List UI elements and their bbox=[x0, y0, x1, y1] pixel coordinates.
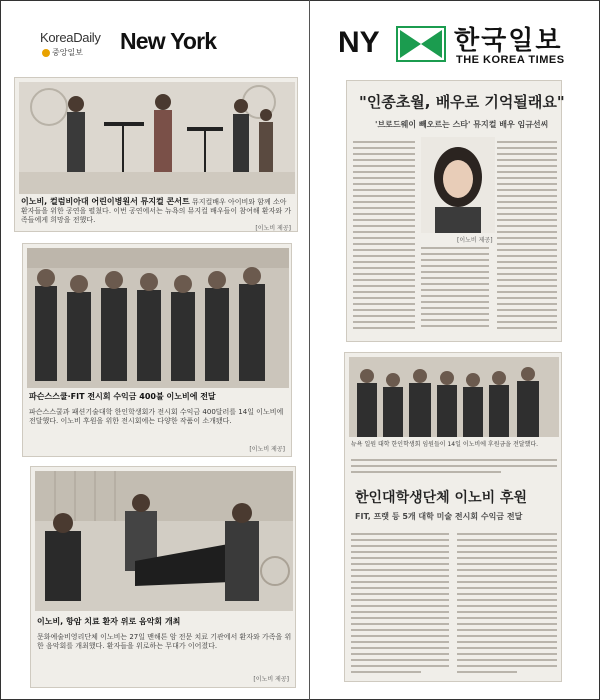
chemo-concert-photo bbox=[35, 471, 293, 611]
korea-daily-sub bbox=[42, 47, 83, 58]
concert-caption-title: 이노비, 컬럼비아대 어린이병원서 뮤지컬 콘서트 bbox=[21, 197, 190, 206]
chemo-caption bbox=[37, 617, 293, 627]
center-divider bbox=[309, 0, 310, 700]
korea-daily-masthead bbox=[40, 28, 260, 64]
korea-times-flag-icon bbox=[396, 26, 446, 62]
exhibition-credit: [이노비 제공] bbox=[249, 446, 285, 453]
interview-subhead: '브로드웨이 빼오르는 스타' 뮤지컬 배우 임규선씨 bbox=[375, 120, 549, 129]
korea-daily-brand: KoreaDaily bbox=[40, 30, 101, 45]
exhibition-group-photo bbox=[27, 248, 289, 388]
chemo-credit: [이노비 제공] bbox=[253, 676, 289, 683]
group-scene bbox=[27, 248, 289, 388]
student-photo-caption: 뉴욕 일원 대학 한인학생회 임원들이 14일 이노비에 후원금을 전달했다. bbox=[351, 441, 539, 448]
korea-daily-city: New York bbox=[120, 28, 217, 54]
student-group-scene bbox=[349, 357, 559, 437]
exhibition-caption-body: 파슨스스쿨과 패션기술대학 한인학생회가 전시회 수익금 400달러를 14일 이노비에 전달했다. 이노비 후원을 위한 전시회에는 다양한 작품이 소개됐다. bbox=[29, 408, 284, 425]
concert-caption-body: 뮤지컬배우 아이비와 함께 소아환자들을 위한 공연을 펼쳤다. 이번 공연에서는 뉴욕의 뮤지컬 배우들이 참여해 환자와 가족들에게 희망을 전했다. bbox=[21, 198, 292, 224]
korea-times-masthead bbox=[338, 20, 588, 70]
chemo-caption-body: 문화예술비영리단체 이노비는 27일 맨해튼 암 전문 치료 기관에서 환자와 가족을 위한 음악회를 개최했다. 환자들을 위로하는 무대가 이어졌다. bbox=[37, 633, 292, 650]
student-subhead: FIT, 프랫 등 5개 대학 미술 전시회 수익금 전달 bbox=[355, 512, 523, 521]
chemo-caption-title: 이노비, 항암 치료 환자 위로 음악회 개최 bbox=[37, 617, 181, 626]
korea-times-name-en: THE KOREA TIMES bbox=[456, 54, 565, 66]
interview-credit: [이노비 제공] bbox=[457, 237, 493, 244]
concert-caption bbox=[21, 197, 293, 225]
clipping-chemo-concert bbox=[30, 466, 296, 688]
exhibition-caption bbox=[29, 392, 287, 402]
concert-photo bbox=[19, 82, 295, 194]
korea-daily-sub-label: 중앙일보 bbox=[52, 48, 83, 57]
portrait-scene bbox=[421, 137, 495, 233]
interview-headline: "인종초월, 배우로 기억될래요" bbox=[359, 93, 565, 111]
clipping-actor-interview bbox=[346, 80, 565, 342]
concert-scene bbox=[19, 82, 295, 194]
student-headline: 한인대학생단체 이노비 후원 bbox=[355, 490, 528, 506]
student-group-photo bbox=[349, 357, 559, 437]
exhibition-caption-title: 파슨스스쿨·FIT 전시회 수익금 400불 이노비에 전달 bbox=[29, 392, 216, 401]
piano-scene bbox=[35, 471, 293, 611]
korea-times-name-kr: 한국일보 bbox=[454, 26, 563, 56]
korea-times-prefix: NY bbox=[338, 26, 380, 59]
actor-portrait bbox=[421, 137, 495, 233]
clipping-musical-concert bbox=[14, 77, 298, 232]
clipping-exhibition-donation bbox=[22, 243, 292, 457]
clipping-student-donation bbox=[344, 352, 562, 682]
korea-daily-logo-icon bbox=[42, 49, 50, 57]
concert-credit: [이노비 제공] bbox=[255, 225, 291, 232]
